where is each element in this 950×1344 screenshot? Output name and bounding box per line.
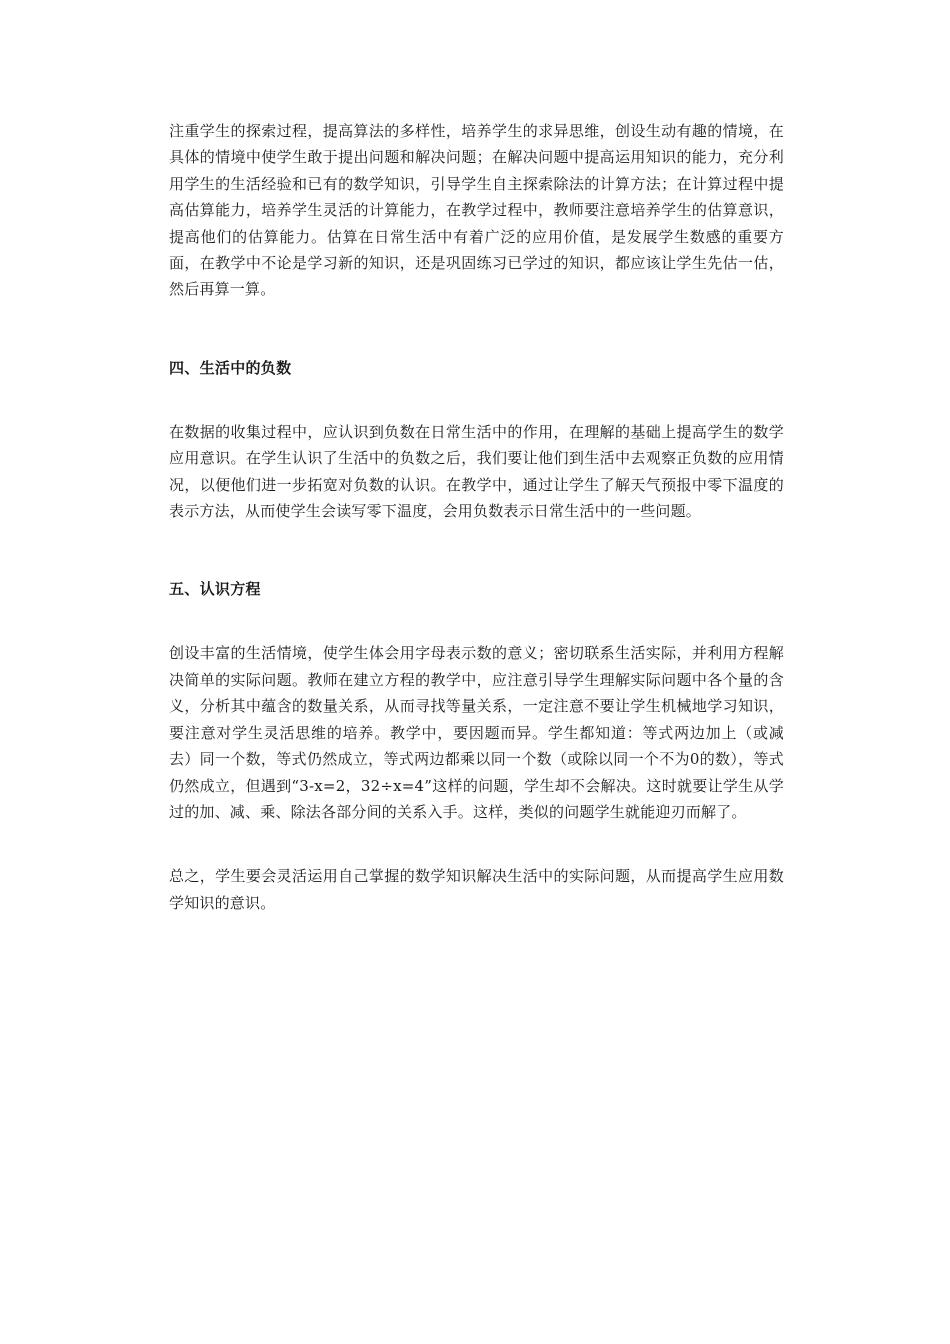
document-page [169,118,784,916]
section-four-paragraph: 在数据的收集过程中，应认识到负数在日常生活中的作用，在理解的基础上提高学生的数学应用意识。在学生认识了生活中的负数之后，我们要让他们到生活中去观察正负数的应用情况，以便他们进一步拓宽对负数的认识。在教学中，通过让学生了解天气预报中零下温度的表示方法，从而使学生会读写零下温度，会用负数表示日常生活中的一些问题。 [169,422,784,521]
intro-paragraph: 注重学生的探索过程，提高算法的多样性，培养学生的求异思维，创设生动有趣的情境，在具体的情境中使学生敢于提出问题和解决问题；在解决问题中提高运用知识的能力，充分利用学生的生活经验和已有的数学知识，引导学生自主探索除法的计算方法；在计算过程中提高估算能力，培养学生灵活的计算能力，在教学过程中，教师要注意培养学生的估算意识，提高他们的估算能力。估算在日常生活中有着广泛的应用价值，是发展学生数感的重要方面，在教学中不论是学习新的知识，还是巩固练习已学过的知识，都应该让学生先估一估，然后再算一算。 [169,122,784,299]
section-five-paragraph: 创设丰富的生活情境，使学生体会用字母表示数的意义；密切联系生活实际，并利用方程解决简单的实际问题。教师在建立方程的教学中，应注意引导学生理解实际问题中各个量的含义，分析其中蕴含的数量关系，从而寻找等量关系，一定注意不要让学生机械地学习知识，要注意对学生灵活思维的培养。教学中，要因题而异。学生都知道：等式两边加上（或减去）同一个数，等式仍然成立，等式两边都乘以同一个数（或除以同一个不为0的数），等式仍然成立，但遇到“3-x=2，32÷x=4”这样的问题，学生却不会解决。这时就要让学生从学过的加、减、乘、除法各部分间的关系入手。这样，类似的问题学生就能迎刃而解了。 [169,644,784,821]
section-five-heading: 五、认识方程 [169,580,261,599]
summary-paragraph: 总之，学生要会灵活运用自己掌握的数学知识解决生活中的实际问题，从而提高学生应用数学知识的意识。 [169,867,784,912]
section-four-heading: 四、生活中的负数 [169,358,292,377]
